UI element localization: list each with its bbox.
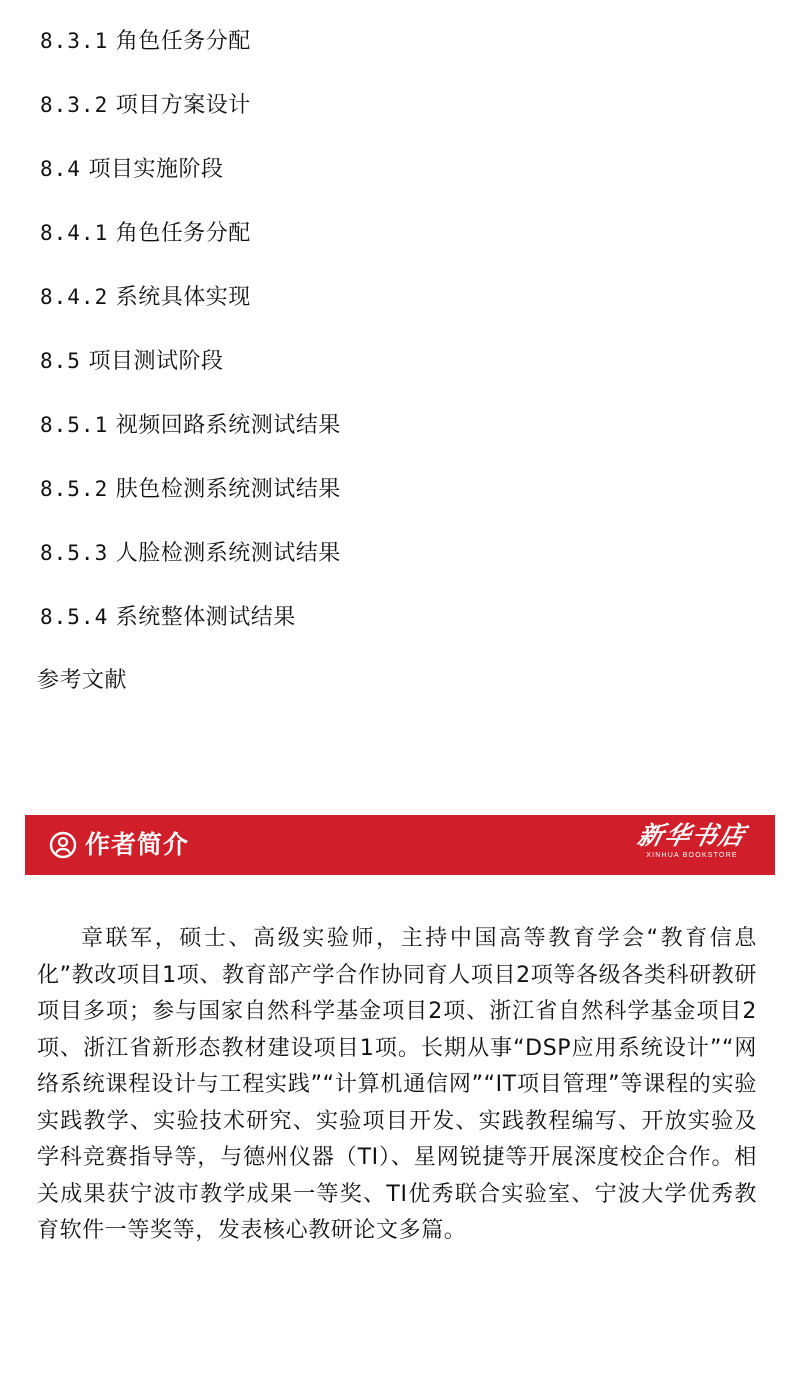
toc-item-8-3-2[interactable] [40,90,251,121]
toc-item-title: 项目测试阶段 [88,349,224,374]
toc-item-8-4[interactable] [40,154,223,185]
toc-item-8-5-2[interactable] [40,474,341,505]
toc-item-title: 系统整体测试结果 [115,605,296,630]
toc-item-number: 8.5 [40,349,81,373]
toc-item-8-4-1[interactable] [40,218,251,249]
logo-english-text: XINHUA BOOKSTORE [646,852,738,859]
toc-item-8-5-4[interactable] [40,602,296,633]
toc-item-references[interactable] [37,666,127,696]
toc-item-title: 参考文献 [37,668,128,693]
toc-item-title: 角色任务分配 [115,29,251,54]
user-circle-icon [49,831,77,859]
toc-item-8-5-3[interactable] [40,538,341,569]
toc-item-number: 8.4.1 [40,221,109,245]
toc-item-8-4-2[interactable] [40,282,251,313]
toc-item-number: 8.5.1 [40,413,109,437]
xinhua-bookstore-logo [635,821,750,869]
toc-item-title: 项目实施阶段 [88,157,224,182]
toc-item-title: 角色任务分配 [115,221,251,246]
toc-item-8-5[interactable] [40,346,223,377]
section-title: 作者简介 [85,830,190,859]
toc-item-title: 视频回路系统测试结果 [115,413,341,438]
toc-item-number: 8.4 [40,157,81,181]
toc-item-title: 系统具体实现 [115,285,251,310]
author-bio: 章联军，硕士、高级实验师，主持中国高等教育学会“教育信息化”教改项目1项、教育部产学合作协同育人项目2项等各级各类科研教研项目多项；参与国家自然科学基金项目2项、浙江省自然科学基金项目2项、浙江省新形态教材建设项目1项。长期从事“DSP应用系统设计”“网络系统课程设计与工程实践”“计算机通信网”“IT项目管理”等课程的实验实践教学、实验技术研究、实验项目开发、实践教程编写、开放实验及学科竞赛指导等，与德州仪器（TI）、星网锐捷等开展深度校企合作。相关成果获宁波市教学成果一等奖、TI优秀联合实验室、宁波大学优秀教育软件一等奖等，发表核心教研论文多篇。 [37,926,757,1243]
toc-item-number: 8.5.4 [40,605,109,629]
toc-item-title: 肤色检测系统测试结果 [115,477,341,502]
toc-item-8-5-1[interactable] [40,410,341,441]
author-intro-banner [25,815,775,875]
toc-item-title: 项目方案设计 [115,93,251,118]
toc-item-number: 8.3.2 [40,93,109,117]
toc-item-number: 8.5.3 [40,541,109,565]
logo-chinese-text: 新华书店 [635,821,750,850]
toc-item-8-3-1[interactable] [40,26,251,57]
toc-item-number: 8.4.2 [40,285,109,309]
toc-item-number: 8.5.2 [40,477,109,501]
toc-item-number: 8.3.1 [40,29,109,53]
toc-item-title: 人脸检测系统测试结果 [115,541,341,566]
